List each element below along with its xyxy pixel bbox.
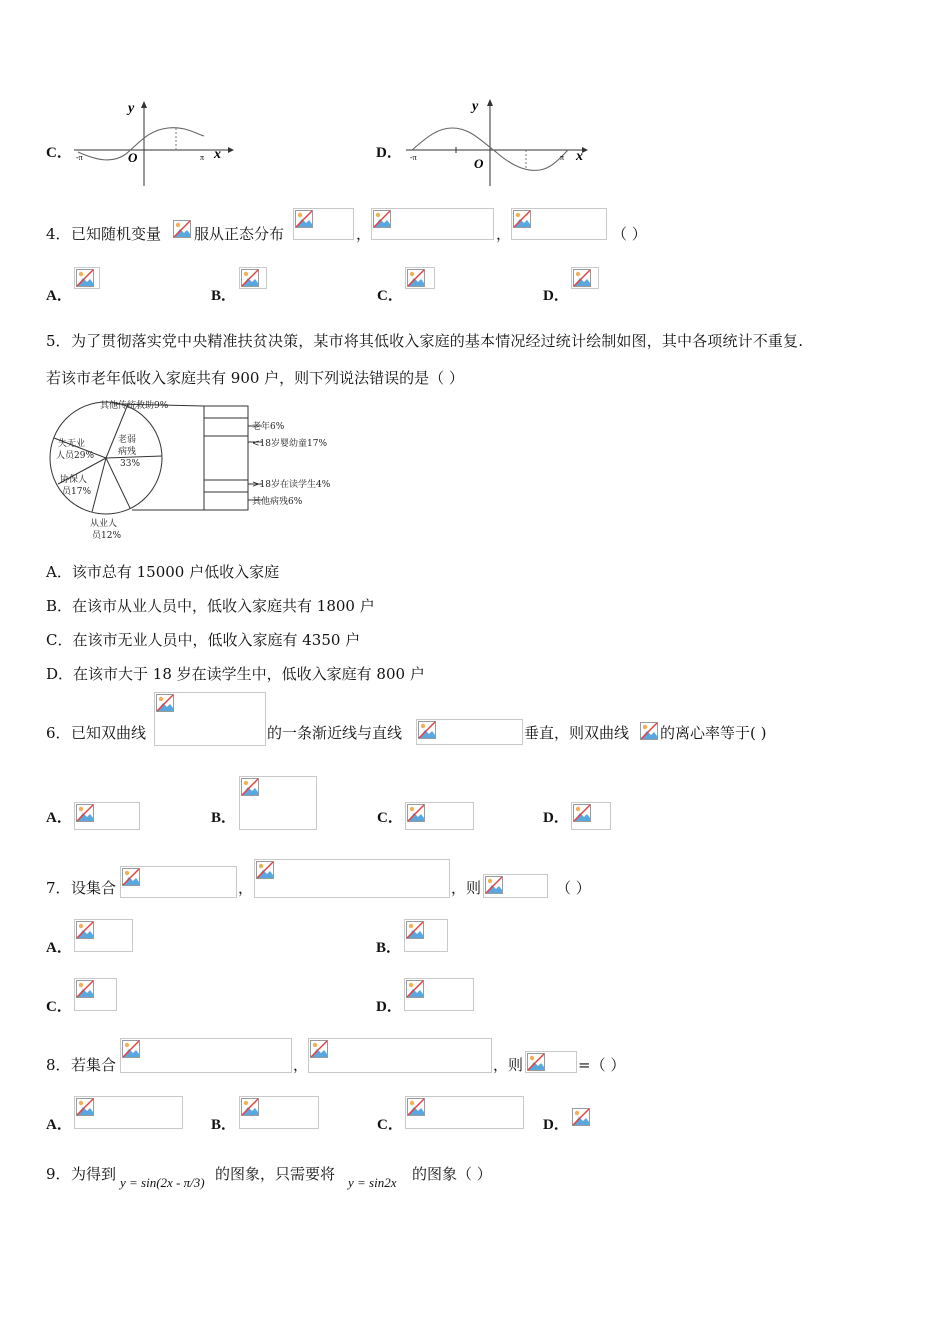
answer-image — [404, 978, 474, 1011]
q7-option-b: B． — [376, 940, 402, 956]
q9-text-b: 的图象，只需要将 — [215, 1165, 336, 1183]
broken-image-icon — [485, 876, 503, 894]
formula-image — [254, 859, 450, 898]
broken-image-icon — [173, 220, 191, 238]
broken-image-icon — [406, 921, 424, 939]
q4-option-a: A． — [46, 288, 72, 304]
pie-divider — [92, 458, 106, 512]
broken-image-icon — [572, 1108, 590, 1126]
q4-option-c: C． — [377, 288, 403, 304]
broken-image-icon — [295, 210, 313, 228]
formula-image — [416, 719, 523, 745]
pie-chart — [44, 396, 344, 544]
q6-text-a: 已知双曲线 — [71, 724, 147, 742]
q4-option-d: D． — [543, 288, 569, 304]
q6-text-d: 的离心率等于( ) — [660, 724, 767, 742]
q9-formula-1: y = sin(2x - π/3) — [120, 1175, 205, 1190]
broken-image-icon — [407, 804, 425, 822]
label-other-disabled: 其他病残6% — [252, 497, 303, 507]
q4-number: 4． — [46, 225, 71, 243]
broken-image-icon — [573, 269, 591, 287]
q4-option-b: B． — [211, 288, 237, 304]
formula-image — [525, 1051, 577, 1073]
answer-image — [74, 267, 100, 289]
q5-choice-b: B．在该市从业人员中，低收入家庭共有 1800 户 — [46, 597, 375, 615]
broken-image-icon — [76, 269, 94, 287]
q9-number: 9． — [46, 1165, 71, 1183]
q5-choice-a: A．该市总有 15000 户低收入家庭 — [46, 563, 280, 581]
q8-comma: ， — [293, 1056, 309, 1074]
graph-d — [400, 96, 596, 190]
q8-then: ，则 — [493, 1056, 524, 1074]
broken-image-icon — [241, 1098, 259, 1116]
broken-image-icon — [122, 1040, 140, 1058]
q4-paren: （ ） — [612, 225, 647, 243]
q9-text-c: 的图象（ ） — [412, 1165, 492, 1183]
answer-image — [404, 919, 448, 952]
formula-image — [293, 208, 354, 240]
broken-image-icon — [256, 861, 274, 879]
broken-image-icon — [76, 921, 94, 939]
q7-then: ，则 — [451, 879, 482, 897]
answer-image — [571, 267, 599, 289]
q8-option-a: A． — [46, 1117, 72, 1133]
label-other-aid: 其他传统救助9% — [100, 401, 169, 411]
q8-number: 8． — [46, 1056, 71, 1074]
q8-option-c: C． — [377, 1117, 403, 1133]
label-unemployed-2: 人员29% — [56, 451, 95, 461]
q8-option-d: D． — [543, 1117, 569, 1133]
formula-image — [483, 874, 548, 898]
q6-option-d: D． — [543, 810, 569, 826]
broken-image-icon — [310, 1040, 328, 1058]
formula-image — [154, 692, 266, 746]
q7-option-a: A． — [46, 940, 72, 956]
q4-text-a: 已知随机变量 — [71, 225, 162, 243]
label-old: 老年6% — [252, 422, 285, 432]
pi-label: π — [200, 153, 205, 162]
answer-image — [571, 1107, 593, 1129]
axis-x-label: x — [214, 147, 221, 162]
broken-image-icon — [156, 694, 174, 712]
q7-number: 7． — [46, 879, 71, 897]
q5-choice-c: C．在该市无业人员中，低收入家庭有 4350 户 — [46, 631, 361, 649]
axis-y-label: y — [128, 101, 135, 116]
label-elderly-1: 老弱 — [118, 435, 137, 445]
origin-label: O — [474, 156, 484, 171]
axis-x-label: x — [576, 149, 583, 164]
answer-image — [74, 802, 140, 830]
broken-image-icon — [527, 1053, 545, 1071]
q4-comma: ， — [356, 225, 372, 243]
q6-number: 6． — [46, 724, 71, 742]
axis-y-label: y — [472, 99, 479, 114]
answer-image — [571, 802, 611, 830]
label-employed-1: 从业人 — [90, 519, 118, 529]
broken-image-icon — [241, 269, 259, 287]
broken-image-icon — [407, 1098, 425, 1116]
q7-text-a: 设集合 — [71, 879, 117, 897]
answer-image — [405, 1096, 524, 1129]
label-insured-1: 协保人 — [60, 475, 88, 485]
label-unemployed-1: 失无业 — [58, 439, 86, 449]
formula-image — [120, 1038, 292, 1073]
q6-option-b: B． — [211, 810, 237, 826]
q8-text-a: 若集合 — [71, 1056, 117, 1074]
broken-image-icon — [373, 210, 391, 228]
broken-image-icon — [122, 868, 140, 886]
neg-pi-label: -π — [410, 153, 417, 162]
origin-label: O — [128, 150, 138, 165]
answer-image — [239, 1096, 319, 1129]
broken-image-icon — [76, 980, 94, 998]
q7-option-d: D． — [376, 999, 402, 1015]
answer-image — [74, 919, 133, 952]
q7-option-c: C． — [46, 999, 72, 1015]
q4-comma: ， — [496, 225, 512, 243]
answer-image — [74, 978, 117, 1011]
q8-eq: =（ ） — [578, 1056, 626, 1074]
q8-option-b: B． — [211, 1117, 237, 1133]
label-infant: <18岁婴幼童17% — [252, 439, 327, 449]
answer-image — [405, 802, 474, 830]
option-d-label: D． — [376, 145, 402, 161]
answer-image — [74, 1096, 183, 1129]
q7-comma: ， — [238, 879, 254, 897]
pi-label: π — [560, 153, 565, 162]
q6-option-c: C． — [377, 810, 403, 826]
answer-image — [239, 776, 317, 830]
formula-image — [172, 219, 192, 239]
option-c-label: C． — [46, 145, 72, 161]
broken-image-icon — [513, 210, 531, 228]
q7-paren: （ ） — [556, 879, 591, 897]
label-elderly-2: 病残 — [118, 447, 137, 457]
formula-image — [120, 866, 237, 898]
q6-text-c: 垂直，则双曲线 — [524, 724, 630, 742]
broken-image-icon — [76, 1098, 94, 1116]
q5-choice-d: D．在该市大于 18 岁在读学生中，低收入家庭有 800 户 — [46, 665, 425, 683]
label-elderly-3: 33% — [120, 459, 141, 469]
broken-image-icon — [76, 804, 94, 822]
broken-image-icon — [241, 778, 259, 796]
q5-number: 5． — [46, 332, 71, 350]
neg-pi-label: -π — [76, 153, 83, 162]
q5-line1: 为了贯彻落实党中央精准扶贫决策，某市将其低收入家庭的基本情况经过统计绘制如图，其中各项统计不重复. — [71, 332, 804, 350]
answer-image — [239, 267, 267, 289]
label-employed-2: 员12% — [92, 531, 122, 541]
label-student: >18岁在读学生4% — [252, 480, 331, 490]
broken-image-icon — [407, 269, 425, 287]
answer-image — [405, 267, 435, 289]
broken-image-icon — [406, 980, 424, 998]
formula-image — [639, 721, 659, 745]
formula-image — [511, 208, 607, 240]
q9-formula-2: y = sin2x — [348, 1175, 397, 1190]
broken-image-icon — [418, 721, 436, 739]
label-insured-2: 员17% — [62, 487, 92, 497]
q6-option-a: A． — [46, 810, 72, 826]
graph-c — [68, 98, 238, 190]
broken-image-icon — [640, 722, 658, 740]
q6-text-b: 的一条渐近线与直线 — [267, 724, 403, 742]
q9-text-a: 为得到 — [71, 1165, 117, 1183]
broken-image-icon — [573, 804, 591, 822]
formula-image — [371, 208, 494, 240]
q5-line2: 若该市老年低收入家庭共有 900 户，则下列说法错误的是（ ） — [46, 369, 464, 387]
q4-text-b: 服从正态分布 — [194, 225, 285, 243]
formula-image — [308, 1038, 492, 1073]
